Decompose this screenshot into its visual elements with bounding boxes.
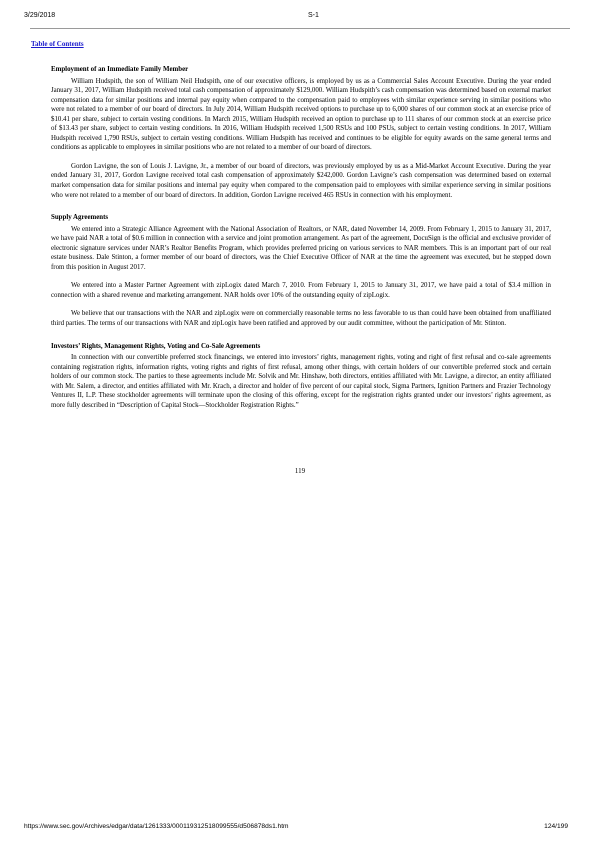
section-supply-agreements <box>51 213 551 328</box>
table-of-contents-link[interactable]: Table of Contents <box>31 40 84 48</box>
paragraph: We entered into a Master Partner Agreement with zipLogix dated March 7, 2010. From February 1, 2015 to January 31, 2017, we have paid a total of $3.4 million in connection with a shared revenue and marketing arrangement. NAR holds over 10% of the outstanding equity of zipLogix. <box>51 282 551 299</box>
header-divider <box>30 28 570 29</box>
page-number: 119 <box>294 467 306 475</box>
print-header <box>24 12 576 24</box>
document-body <box>51 65 551 410</box>
paragraph: Gordon Lavigne, the son of Louis J. Lavigne, Jr., a member of our board of directors, was previously employed by us as a Mid-Market Account Executive. During the year ended January 31, 2017, Gordon Lavigne received total cash compensation of approximately $242,000. Gordon Lavigne’s cash compensation was determined based on external market compensation data for similar positions and internal pay equity when compared to the compensation paid to employees with similar experience serving in similar positions who were not related to a member of our board of directors. In addition, Gordon Lavigne received 465 RSUs in connection with his employment. <box>51 162 551 199</box>
print-footer <box>24 823 576 835</box>
section-employment-family-member <box>51 65 551 200</box>
source-url: https://www.sec.gov/Archives/edgar/data/1261333/000119312518099555/d506878ds1.htm <box>24 823 289 830</box>
section-investors-rights <box>51 342 551 411</box>
print-date: 3/29/2018 <box>24 12 56 19</box>
page-count: 124/199 <box>544 823 568 830</box>
paragraph: William Hudspith, the son of William Neil Hudspith, one of our executive officers, is employed by us as a Commercial Sales Account Executive. During the year ended January 31, 2017, William Hudspith received total cash compensation of approximately $129,000. William Hudspith’s cash compensation was determined based on external market compensation data for similar positions and internal pay equity when compared to the compensation paid to employees with similar experience serving in similar positions who were not related to a member of our board of directors. In July 2014, William Hudspith received options to purchase up to 6,000 shares of our common stock at an exercise price of $10.41 per share, subject to certain vesting conditions. In March 2015, William Hudspith received an option to purchase up to 111 shares of our common stock at an exercise price of $13.43 per share, subject to certain vesting conditions. In 2016, William Hudspith received 1,500 RSUs and 100 PSUs, subject to certain vesting conditions. In 2017, William Hudspith received 1,790 RSUs, subject to certain vesting conditions. William Hudspith has received and continues to be eligible for equity awards on the same general terms and conditions as applicable to employees in similar positions who are not related to a member of our board of directors. <box>51 77 551 152</box>
section-heading: Employment of an Immediate Family Member <box>51 66 189 73</box>
print-title: S-1 <box>308 12 319 19</box>
paragraph: In connection with our convertible preferred stock financings, we entered into investors’ rights, management rights, voting and right of first refusal and co-sale agreements containing registration rights, information rights, voting rights and rights of first refusal, among other things, with certain holders of our convertible preferred stock and certain holders of our common stock. The parties to these agreements include Mr. Solvik and Mr. Hinshaw, both directors, entities affiliated with Mr. Lavigne, a director, an entity affiliated with Mr. Salem, a director, and entities affiliated with Mr. Krach, a director and holder of five percent of our capital stock, Sigma Partners, Ignition Partners and Frazier Technology Ventures II, L.P. These stockholder agreements will terminate upon the closing of this offering, except for the registration rights granted under our investors’ rights agreement, as more fully described in “Description of Capital Stock—Stockholder Registration Rights.” <box>51 354 551 409</box>
section-heading: Investors’ Rights, Management Rights, Voting and Co-Sale Agreements <box>51 342 261 350</box>
paragraph: We believe that our transactions with the NAR and zipLogix were on commercially reasonable terms no less favorable to us than could have been obtained from unaffiliated third parties. The terms of our transactions with NAR and zipLogix have been ratified and approved by our audit committee, without the participation of Mr. Stinton. <box>51 310 551 328</box>
paragraph: We entered into a Strategic Alliance Agreement with the National Association of Realtors, or NAR, dated November 14, 2009. From February 1, 2015 to January 31, 2017, we have paid NAR a total of $0.6 million in connection with a service and joint promotion arrangement. As part of the agreement, DocuSign is the official and exclusive provider of electronic signature services under NAR’s Realtor Benefits Program, which provides preferred pricing on various services to NAR members. This is an important part of our real estate business. Dale Stinton, a former member of our board of directors, was the Chief Executive Officer of NAR at the time the agreement was executed, but he stepped down from this position in August 2017. <box>51 225 551 271</box>
section-heading: Supply Agreements <box>51 214 109 222</box>
